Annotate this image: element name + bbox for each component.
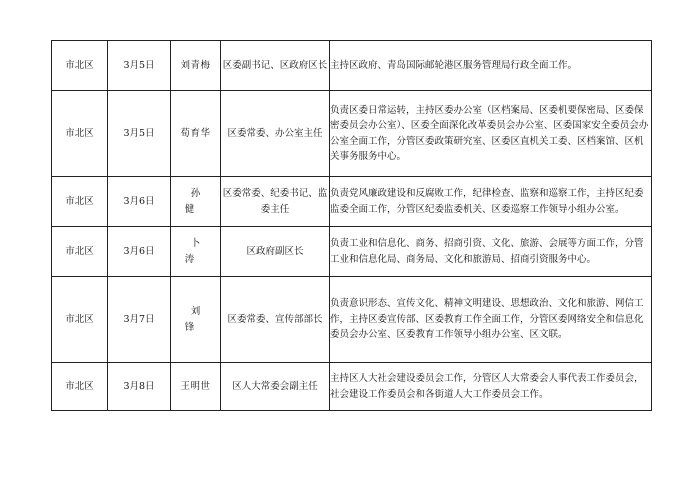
date-cell: 3月5日 <box>108 41 171 91</box>
table-row <box>52 363 652 411</box>
duty-cell: 负责工业和信息化、商务、招商引资、文化、旅游、会展等方面工作，分管工业和信息化局、商务局、文化和旅游局、招商引资服务中心。 <box>330 227 652 277</box>
district-cell: 市北区 <box>52 41 108 91</box>
duty-cell: 负责党风廉政建设和反腐败工作，纪律检查、监察和巡察工作，主持区纪委监委全面工作，分管区纪委监委机关、区委巡察工作领导小组办公室。 <box>330 177 652 227</box>
title-cell: 区委常委、宣传部部长 <box>221 277 330 363</box>
table-row <box>52 91 652 177</box>
date-cell: 3月6日 <box>108 227 171 277</box>
district-cell: 市北区 <box>52 363 108 411</box>
duty-cell: 负责意识形态、宣传文化、精神文明建设、思想政治、文化和旅游、网信工作，主持区委宣传部、区委教育工作全面工作，分管区委网络安全和信息化委员会办公室、区委教育工作领导小组办公室、区文联。 <box>330 277 652 363</box>
district-cell: 市北区 <box>52 277 108 363</box>
table-row <box>52 277 652 363</box>
title-cell: 区人大常委会副主任 <box>221 363 330 411</box>
name-text: 卜涛 <box>184 238 213 265</box>
name-cell: 荀育华 <box>171 91 221 177</box>
name-cell: 王明世 <box>171 363 221 411</box>
schedule-table <box>51 40 652 411</box>
name-cell: 刘青梅 <box>171 41 221 91</box>
title-cell: 区委副书记、区政府区长 <box>221 41 330 91</box>
title-cell: 区委常委、纪委书记、监委主任 <box>221 177 330 227</box>
duty-cell: 主持区人大社会建设委员会工作，分管区人大常委会人事代表工作委员会，社会建设工作委员会和各街道人大工作委员会工作。 <box>330 363 652 411</box>
duty-cell: 主持区政府、青岛国际邮轮港区服务管理局行政全面工作。 <box>330 41 652 91</box>
table-row <box>52 227 652 277</box>
date-cell: 3月6日 <box>108 177 171 227</box>
district-cell: 市北区 <box>52 177 108 227</box>
name-text: 刘锋 <box>184 306 213 333</box>
title-cell: 区委常委、办公室主任 <box>221 91 330 177</box>
date-cell: 3月7日 <box>108 277 171 363</box>
district-cell: 市北区 <box>52 227 108 277</box>
name-cell <box>171 177 221 227</box>
date-cell: 3月8日 <box>108 363 171 411</box>
name-cell <box>171 277 221 363</box>
district-cell: 市北区 <box>52 91 108 177</box>
date-cell: 3月5日 <box>108 91 171 177</box>
name-cell <box>171 227 221 277</box>
table-row <box>52 177 652 227</box>
duty-cell: 负责区委日常运转，主持区委办公室（区档案局、区委机要保密局、区委保密委员会办公室）、区委全面深化改革委员会办公室、区委国家安全委员会办公室全面工作，分管区委政策研究室、区委区直机关工委、区档案馆、区机关事务服务中心。 <box>330 91 652 177</box>
name-text: 孙健 <box>184 188 213 215</box>
table-row <box>52 41 652 91</box>
title-cell: 区政府副区长 <box>221 227 330 277</box>
